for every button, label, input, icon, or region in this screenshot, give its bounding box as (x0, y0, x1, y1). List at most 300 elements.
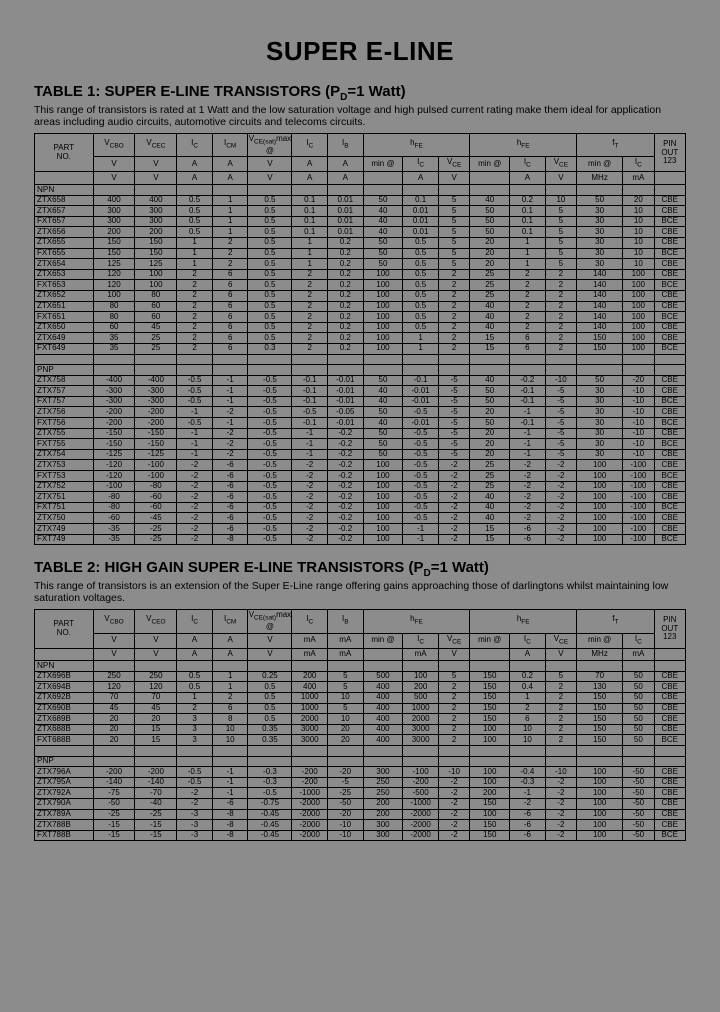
cell-value: 1 (177, 248, 213, 259)
cell-value: 5 (438, 216, 469, 227)
group-spacer-cell (328, 745, 364, 756)
cell-value: 15 (135, 735, 177, 746)
cell-value: 2 (545, 343, 576, 354)
cell-value: -2 (292, 481, 328, 492)
cell-value: 0.2 (328, 333, 364, 344)
cell-value: -2 (438, 524, 469, 535)
cell-value: -1 (212, 788, 248, 799)
cell-value: -2000 (403, 809, 439, 820)
cell-value: 20 (93, 735, 135, 746)
cell-value: 5 (328, 703, 364, 714)
cell-value: 50 (363, 237, 403, 248)
cell-value: CBE (654, 524, 685, 535)
cell-value: 20 (470, 439, 510, 450)
table1-unit-row (35, 172, 686, 185)
cell-value: -1 (403, 524, 439, 535)
cell-value: 2 (545, 280, 576, 291)
group-spacer-cell (363, 365, 403, 376)
cell-value: 1 (212, 216, 248, 227)
group-spacer-cell (510, 185, 546, 196)
th-u-hfe2-vce: V (545, 172, 576, 185)
cell-value: 50 (470, 396, 510, 407)
th2-u-hfe2-ic: A (510, 648, 546, 661)
table2-description: This range of transistors is an extension of the Super E-Line range offering gains approaching those of darlingtons whilst maintaining low saturation voltages. (34, 580, 669, 604)
cell-value: -25 (135, 524, 177, 535)
group-spacer-cell (623, 756, 654, 767)
cell-value: 2 (545, 312, 576, 323)
cell-value: 3 (177, 724, 213, 735)
cell-value: BCE (654, 312, 685, 323)
cell-value: 0.2 (328, 312, 364, 323)
cell-value: -60 (93, 513, 135, 524)
cell-value: CBE (654, 820, 685, 831)
cell-value: 6 (510, 714, 546, 725)
group-spacer-cell (438, 661, 469, 672)
cell-value: 50 (363, 195, 403, 206)
cell-value: CBE (654, 449, 685, 460)
cell-value: -80 (93, 492, 135, 503)
cell-value: 2 (177, 343, 213, 354)
cell-value: 150 (577, 724, 623, 735)
cell-value: -100 (623, 492, 654, 503)
cell-value: 1 (177, 237, 213, 248)
cell-value: 0.4 (510, 682, 546, 693)
group-spacer-cell (577, 756, 623, 767)
table-row (35, 227, 686, 238)
cell-value: -300 (93, 386, 135, 397)
cell-value: 0.5 (248, 682, 292, 693)
group-spacer-cell (93, 354, 135, 365)
group-spacer-cell (93, 756, 135, 767)
cell-value: 20 (470, 248, 510, 259)
th-hfe2-ic: $I_C$ (510, 157, 546, 172)
cell-value: -2 (510, 481, 546, 492)
cell-value: -50 (623, 777, 654, 788)
cell-value: -2 (438, 788, 469, 799)
cell-value: -0.5 (403, 492, 439, 503)
cell-value: 100 (577, 460, 623, 471)
cell-value: 100 (470, 777, 510, 788)
cell-value: 1000 (403, 703, 439, 714)
th2-part: PART NO. (35, 610, 94, 648)
group-spacer-cell (545, 185, 576, 196)
group-spacer-cell (363, 185, 403, 196)
table-row (35, 492, 686, 503)
cell-value: -0.5 (248, 407, 292, 418)
th2-u-ft: MHz (577, 648, 623, 661)
th2-hfe1-min: min @ (363, 633, 403, 648)
cell-value: -0.5 (403, 428, 439, 439)
cell-value: -0.2 (510, 375, 546, 386)
cell-value: -2 (545, 502, 576, 513)
cell-value: 0.2 (510, 671, 546, 682)
th-part-line1: PART (53, 143, 75, 153)
cell-value: -200 (135, 767, 177, 778)
table-row (35, 375, 686, 386)
table-row (35, 524, 686, 535)
cell-value: 50 (470, 386, 510, 397)
cell-value: -1 (212, 777, 248, 788)
cell-value: -2 (177, 513, 213, 524)
cell-part-number: ZTX749 (35, 524, 94, 535)
th-u-ft-ic: mA (623, 172, 654, 185)
cell-value: -0.5 (177, 777, 213, 788)
th-hfe2-min: min @ (470, 157, 510, 172)
cell-value: CBE (654, 513, 685, 524)
cell-value: 0.5 (248, 703, 292, 714)
group-spacer-cell (248, 756, 292, 767)
cell-value: -10 (623, 428, 654, 439)
cell-value: 2 (510, 290, 546, 301)
cell-value: 150 (93, 237, 135, 248)
cell-value: -0.2 (328, 428, 364, 439)
cell-value: -5 (328, 777, 364, 788)
cell-value: 60 (135, 301, 177, 312)
cell-value: 100 (623, 301, 654, 312)
table1-body (35, 185, 686, 545)
cell-value: 2 (438, 692, 469, 703)
th-u-hfe1-ic: A (403, 172, 439, 185)
cell-value: 40 (363, 216, 403, 227)
cell-value: 300 (93, 216, 135, 227)
cell-value: 2 (545, 269, 576, 280)
cell-value: 0.1 (403, 195, 439, 206)
cell-value: 25 (470, 481, 510, 492)
cell-value: -2000 (403, 820, 439, 831)
th2-vcesat-ic: $I_C$ (292, 610, 328, 633)
cell-value: 3 (177, 714, 213, 725)
cell-value: 130 (577, 682, 623, 693)
cell-value: 0.01 (403, 227, 439, 238)
group-spacer-cell (328, 365, 364, 376)
cell-value: -2 (292, 524, 328, 535)
cell-value: 20 (470, 237, 510, 248)
cell-value: -2 (292, 471, 328, 482)
cell-value: 5 (328, 671, 364, 682)
cell-value: 100 (577, 524, 623, 535)
cell-value: CBE (654, 492, 685, 503)
cell-part-number: ZTX692B (35, 692, 94, 703)
cell-value: 0.5 (177, 682, 213, 693)
group-spacer-cell (212, 185, 248, 196)
group-spacer-cell (623, 185, 654, 196)
cell-value: -1 (510, 407, 546, 418)
cell-value: 2 (438, 703, 469, 714)
table-row (35, 502, 686, 513)
th-unit-icm: A (212, 157, 248, 172)
cell-value: 6 (510, 333, 546, 344)
cell-value: -10 (545, 375, 576, 386)
table2-heading-sub: D (423, 568, 431, 580)
cell-value: 0.5 (177, 216, 213, 227)
group-label: PNP (35, 756, 94, 767)
cell-value: -20 (623, 375, 654, 386)
cell-value: 300 (93, 206, 135, 217)
cell-value: CBE (654, 259, 685, 270)
cell-value: -0.05 (328, 407, 364, 418)
cell-value: BCE (654, 439, 685, 450)
th2-vcesat: $V_{CE(sat)}\max$ @ (248, 610, 292, 632)
cell-value: 2000 (403, 714, 439, 725)
cell-value: -0.5 (248, 788, 292, 799)
cell-value: 125 (93, 259, 135, 270)
cell-value: -80 (93, 502, 135, 513)
cell-value: 5 (545, 237, 576, 248)
cell-value: 100 (623, 290, 654, 301)
cell-value: 300 (363, 767, 403, 778)
table1-description: This range of transistors is rated at 1 Watt and the low saturation voltage and high pulsed current rating make them ideal for application areas including audio circuits, automotive circuits and telecoms circuits. (34, 104, 662, 128)
group-spacer-cell (177, 365, 213, 376)
th-u-hfe2-ic: A (510, 172, 546, 185)
cell-value: 2 (545, 692, 576, 703)
cell-value: -0.3 (510, 777, 546, 788)
cell-value: -0.1 (292, 386, 328, 397)
cell-value: 50 (623, 692, 654, 703)
cell-value: -0.1 (510, 418, 546, 429)
cell-value: -2 (510, 513, 546, 524)
cell-value: 300 (363, 820, 403, 831)
cell-value: -0.5 (248, 439, 292, 450)
table-row (35, 312, 686, 323)
cell-value: -2 (545, 809, 576, 820)
cell-value: -0.5 (403, 460, 439, 471)
cell-value: -50 (623, 809, 654, 820)
cell-part-number: FXT753 (35, 471, 94, 482)
group-spacer-cell (248, 365, 292, 376)
cell-value: -2 (545, 788, 576, 799)
cell-value: 30 (577, 418, 623, 429)
cell-value: -20 (328, 809, 364, 820)
cell-value: -500 (403, 788, 439, 799)
cell-value: -100 (623, 471, 654, 482)
cell-value: 20 (470, 259, 510, 270)
cell-value: 25 (470, 280, 510, 291)
cell-value: 10 (212, 724, 248, 735)
group-spacer-cell (363, 756, 403, 767)
cell-value: 0.2 (328, 301, 364, 312)
cell-value: 5 (438, 227, 469, 238)
cell-value: 10 (623, 248, 654, 259)
group-spacer-cell (177, 661, 213, 672)
cell-value: 2 (545, 290, 576, 301)
cell-value: -50 (328, 798, 364, 809)
table2-subheader-row (35, 633, 686, 648)
cell-value: 300 (363, 830, 403, 841)
group-spacer-cell (654, 745, 685, 756)
cell-value: 500 (403, 692, 439, 703)
cell-value: 50 (470, 227, 510, 238)
cell-value: -400 (135, 375, 177, 386)
cell-value: -200 (93, 418, 135, 429)
table1-header-row (35, 134, 686, 157)
cell-value: -2 (177, 481, 213, 492)
cell-value: CBE (654, 428, 685, 439)
cell-value: -150 (93, 439, 135, 450)
group-spacer-cell (438, 365, 469, 376)
cell-value: 0.01 (328, 206, 364, 217)
group-spacer-cell (438, 354, 469, 365)
cell-value: 6 (510, 343, 546, 354)
cell-value: 0.5 (403, 259, 439, 270)
cell-value: 2 (438, 269, 469, 280)
cell-value: 0.5 (248, 290, 292, 301)
cell-value: 0.5 (248, 333, 292, 344)
cell-value: 5 (545, 206, 576, 217)
cell-value: 20 (328, 735, 364, 746)
cell-value: 20 (470, 407, 510, 418)
cell-value: 400 (292, 682, 328, 693)
cell-value: -2 (438, 471, 469, 482)
cell-part-number: FXT756 (35, 418, 94, 429)
cell-value: 50 (363, 439, 403, 450)
cell-part-number: ZTX688B (35, 724, 94, 735)
th2-u-hfe2-vce: V (545, 648, 576, 661)
cell-value: 100 (470, 767, 510, 778)
cell-value: CBE (654, 206, 685, 217)
cell-value: BCE (654, 471, 685, 482)
cell-value: 6 (212, 322, 248, 333)
th-unit-vcesat: V (248, 157, 292, 172)
cell-value: 140 (577, 301, 623, 312)
group-spacer-cell (577, 745, 623, 756)
cell-value: 100 (363, 471, 403, 482)
table-row (35, 671, 686, 682)
cell-value: 10 (510, 724, 546, 735)
cell-value: -5 (545, 386, 576, 397)
cell-value: 0.5 (248, 322, 292, 333)
cell-value: 2 (438, 322, 469, 333)
cell-value: 35 (93, 343, 135, 354)
cell-value: 60 (135, 312, 177, 323)
cell-value: 20 (623, 195, 654, 206)
cell-value: -25 (328, 788, 364, 799)
cell-value: 2 (545, 735, 576, 746)
cell-value: 0.2 (328, 290, 364, 301)
group-spacer-cell (248, 661, 292, 672)
cell-value: 40 (363, 206, 403, 217)
cell-value: 25 (470, 269, 510, 280)
cell-value: 5 (438, 237, 469, 248)
cell-value: 2 (510, 280, 546, 291)
cell-value: 0.5 (248, 216, 292, 227)
cell-value: 10 (328, 714, 364, 725)
cell-value: 30 (577, 259, 623, 270)
cell-value: 120 (93, 269, 135, 280)
cell-value: 100 (135, 269, 177, 280)
cell-part-number: FXT688B (35, 735, 94, 746)
group-row-gap (35, 745, 686, 756)
cell-value: 20 (328, 724, 364, 735)
cell-value: -1 (212, 767, 248, 778)
group-spacer-cell (292, 756, 328, 767)
cell-value: 100 (363, 513, 403, 524)
cell-value: 40 (470, 492, 510, 503)
cell-value: -2 (177, 460, 213, 471)
cell-value: 5 (438, 671, 469, 682)
cell-value: 150 (470, 671, 510, 682)
cell-value: -6 (510, 809, 546, 820)
cell-value: -0.45 (248, 830, 292, 841)
th2-ft: $f_T$ (577, 610, 654, 633)
cell-value: -2 (177, 788, 213, 799)
th-unit-vcbo: V (93, 157, 135, 172)
cell-value: 0.1 (510, 227, 546, 238)
cell-value: 100 (363, 460, 403, 471)
cell-value: 250 (135, 671, 177, 682)
group-spacer-cell (545, 661, 576, 672)
cell-value: 100 (363, 481, 403, 492)
cell-value: 20 (470, 428, 510, 439)
group-spacer-cell (403, 354, 439, 365)
cell-value: 150 (135, 237, 177, 248)
cell-value: 100 (470, 735, 510, 746)
cell-value: -0.5 (403, 481, 439, 492)
cell-value: BCE (654, 343, 685, 354)
cell-value: 100 (363, 280, 403, 291)
cell-value: -0.5 (177, 396, 213, 407)
cell-value: 2 (438, 301, 469, 312)
cell-value: 0.2 (328, 322, 364, 333)
cell-value: -2 (545, 830, 576, 841)
cell-value: -2 (545, 777, 576, 788)
th-hfe1-ic: $I_C$ (403, 157, 439, 172)
th-icm: $I_{CM}$ (212, 134, 248, 157)
cell-value: 5 (545, 227, 576, 238)
cell-value: -10 (438, 767, 469, 778)
table-row (35, 471, 686, 482)
cell-value: -0.5 (248, 375, 292, 386)
cell-value: 10 (212, 735, 248, 746)
cell-value: -0.5 (403, 407, 439, 418)
cell-value: -100 (135, 471, 177, 482)
table-row (35, 767, 686, 778)
cell-value: -3 (177, 820, 213, 831)
cell-value: -6 (212, 481, 248, 492)
cell-value: 50 (470, 206, 510, 217)
th-vcesat-ib: $I_B$ (328, 134, 364, 157)
cell-value: -6 (212, 471, 248, 482)
cell-value: -0.2 (328, 513, 364, 524)
cell-value: -200 (292, 767, 328, 778)
th2-vcbo: $V_{CBO}$ (93, 610, 135, 633)
cell-value: BCE (654, 418, 685, 429)
group-spacer-cell (403, 756, 439, 767)
cell-part-number: ZTX654 (35, 259, 94, 270)
cell-value: -6 (212, 513, 248, 524)
cell-value: 20 (135, 714, 177, 725)
cell-value: -2 (545, 460, 576, 471)
cell-value: -75 (93, 788, 135, 799)
cell-value: 2 (292, 322, 328, 333)
group-spacer-cell (292, 354, 328, 365)
table1-heading-sub: D (340, 92, 348, 103)
cell-value: 5 (545, 248, 576, 259)
cell-value: 1 (212, 195, 248, 206)
cell-value: 150 (470, 703, 510, 714)
cell-value: CBE (654, 788, 685, 799)
cell-value: 25 (470, 471, 510, 482)
group-spacer-cell (212, 354, 248, 365)
cell-value: CBE (654, 237, 685, 248)
cell-value: -50 (623, 820, 654, 831)
cell-value: 0.2 (328, 237, 364, 248)
th2-u-hfe2 (470, 648, 510, 661)
cell-value: -120 (93, 460, 135, 471)
group-spacer-cell (654, 661, 685, 672)
cell-value: -0.1 (292, 396, 328, 407)
cell-value: 0.5 (248, 259, 292, 270)
cell-value: -200 (93, 767, 135, 778)
